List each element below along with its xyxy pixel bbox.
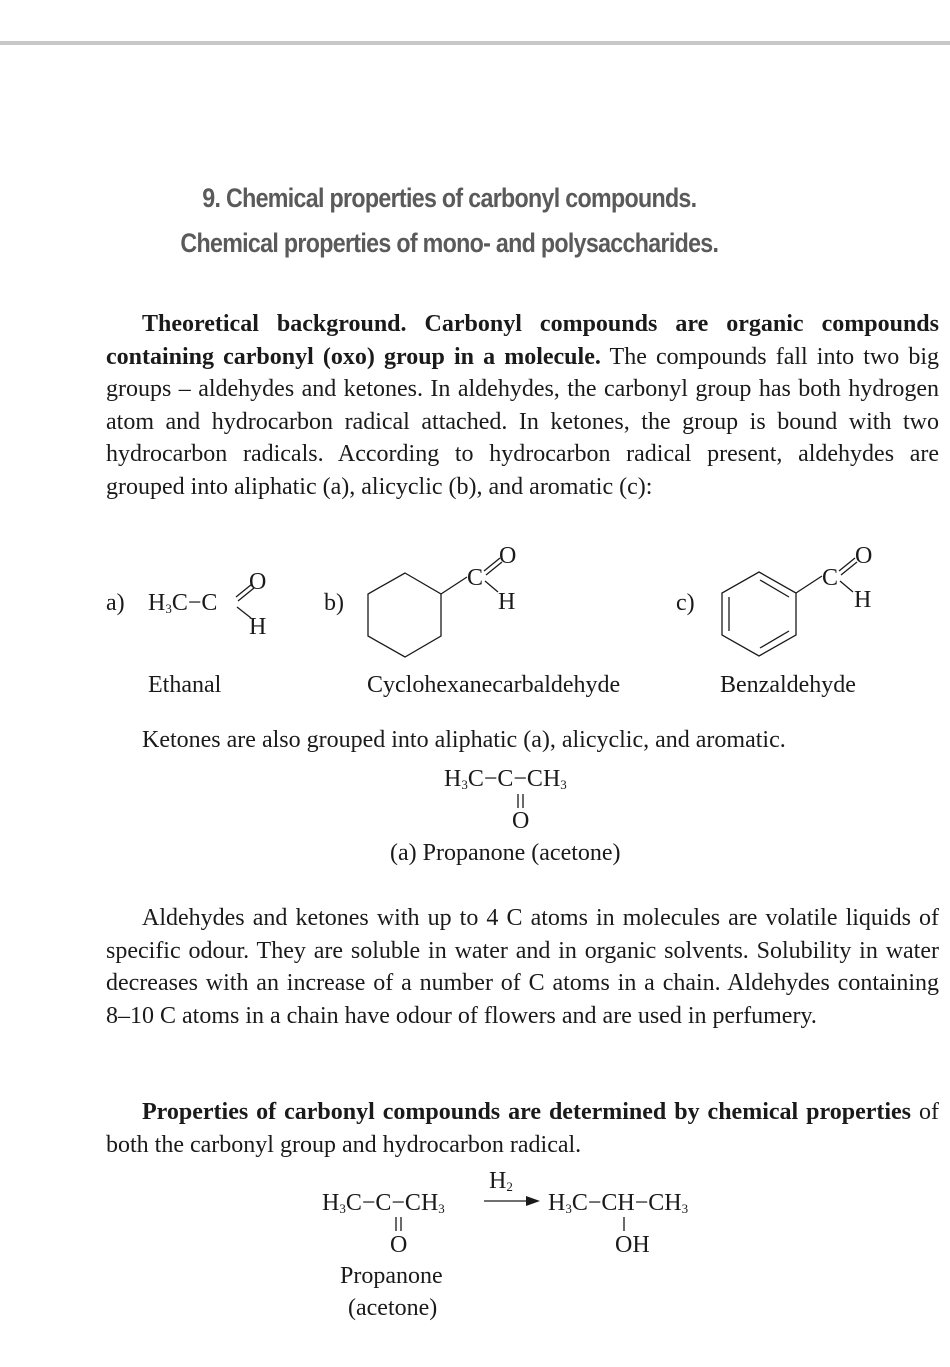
svg-text:C: C xyxy=(467,565,484,591)
svg-text:O: O xyxy=(249,569,267,595)
properties-text: of both the carbonyl group and hydrocarbon radical. xyxy=(106,1099,939,1158)
page-title-line-1: 9. Chemical properties of carbonyl compounds. xyxy=(202,183,697,213)
svg-text:O: O xyxy=(390,1232,408,1258)
ethanal-formula: $H_3C-C$ xyxy=(148,590,218,616)
cyclohexane-name: Cyclohexanecarbaldehyde xyxy=(367,672,621,698)
svg-text:H: H xyxy=(854,587,872,613)
ketones-text: Ketones are also grouped into aliphatic (a), alicyclic, and aromatic. xyxy=(142,727,786,753)
ethanal-name: Ethanal xyxy=(148,672,222,698)
acetone-formula: $H_3C-C-CH_3$ xyxy=(444,766,567,792)
product-formula: $H_3C-CH-CH_3$ xyxy=(548,1190,689,1216)
svg-text:H: H xyxy=(498,589,516,615)
page-title-line-2: Chemical properties of mono- and polysaccharides. xyxy=(180,228,719,258)
svg-text:C: C xyxy=(822,565,839,591)
acetone-caption: (a) Propanone (acetone) xyxy=(390,840,621,866)
benzaldehyde-name: Benzaldehyde xyxy=(720,672,856,698)
intro-bold: Theoretical background. Carbonyl compounds are organic compounds containing carbonyl (oxo) group in a molecule. xyxy=(106,311,939,370)
reactant-formula: $H_3C-C-CH_3$ xyxy=(322,1190,445,1216)
reactant-name-1: Propanone xyxy=(340,1263,443,1289)
svg-text:O: O xyxy=(855,543,873,569)
properties-bold: Properties of carbonyl compounds are determined by chemical properties xyxy=(142,1099,912,1125)
svg-text:O: O xyxy=(499,543,517,569)
physical-text: Aldehydes and ketones with up to 4 C atoms in molecules are volatile liquids of specific odour. They are soluble in water and in organic solvents. Solubility in water decreases with an increase of a number of C atoms in a chain. Aldehydes containing 8–10 C atoms in a chain have odour of flowers and are used in perfumery. xyxy=(106,905,939,1029)
svg-text:OH: OH xyxy=(615,1232,650,1258)
label-b: b) xyxy=(324,590,344,616)
svg-text:H: H xyxy=(249,614,267,640)
reagent-label: $H_2$ xyxy=(489,1168,513,1194)
reactant-name-2: (acetone) xyxy=(348,1295,438,1321)
label-a: a) xyxy=(106,590,125,616)
label-c: c) xyxy=(676,590,695,616)
svg-text:O: O xyxy=(512,808,530,834)
intro-text: The compounds fall into two big groups – aldehydes and ketones. In aldehydes, the carbonyl group has both hydrogen atom and hydrocarbon radical attached. In ketones, the group is bound with two hydrocarbon radicals. According to hydrocarbon radical present, aldehydes are grouped into aliphatic (a), alicyclic (b), and aromatic (c): xyxy=(106,343,939,500)
